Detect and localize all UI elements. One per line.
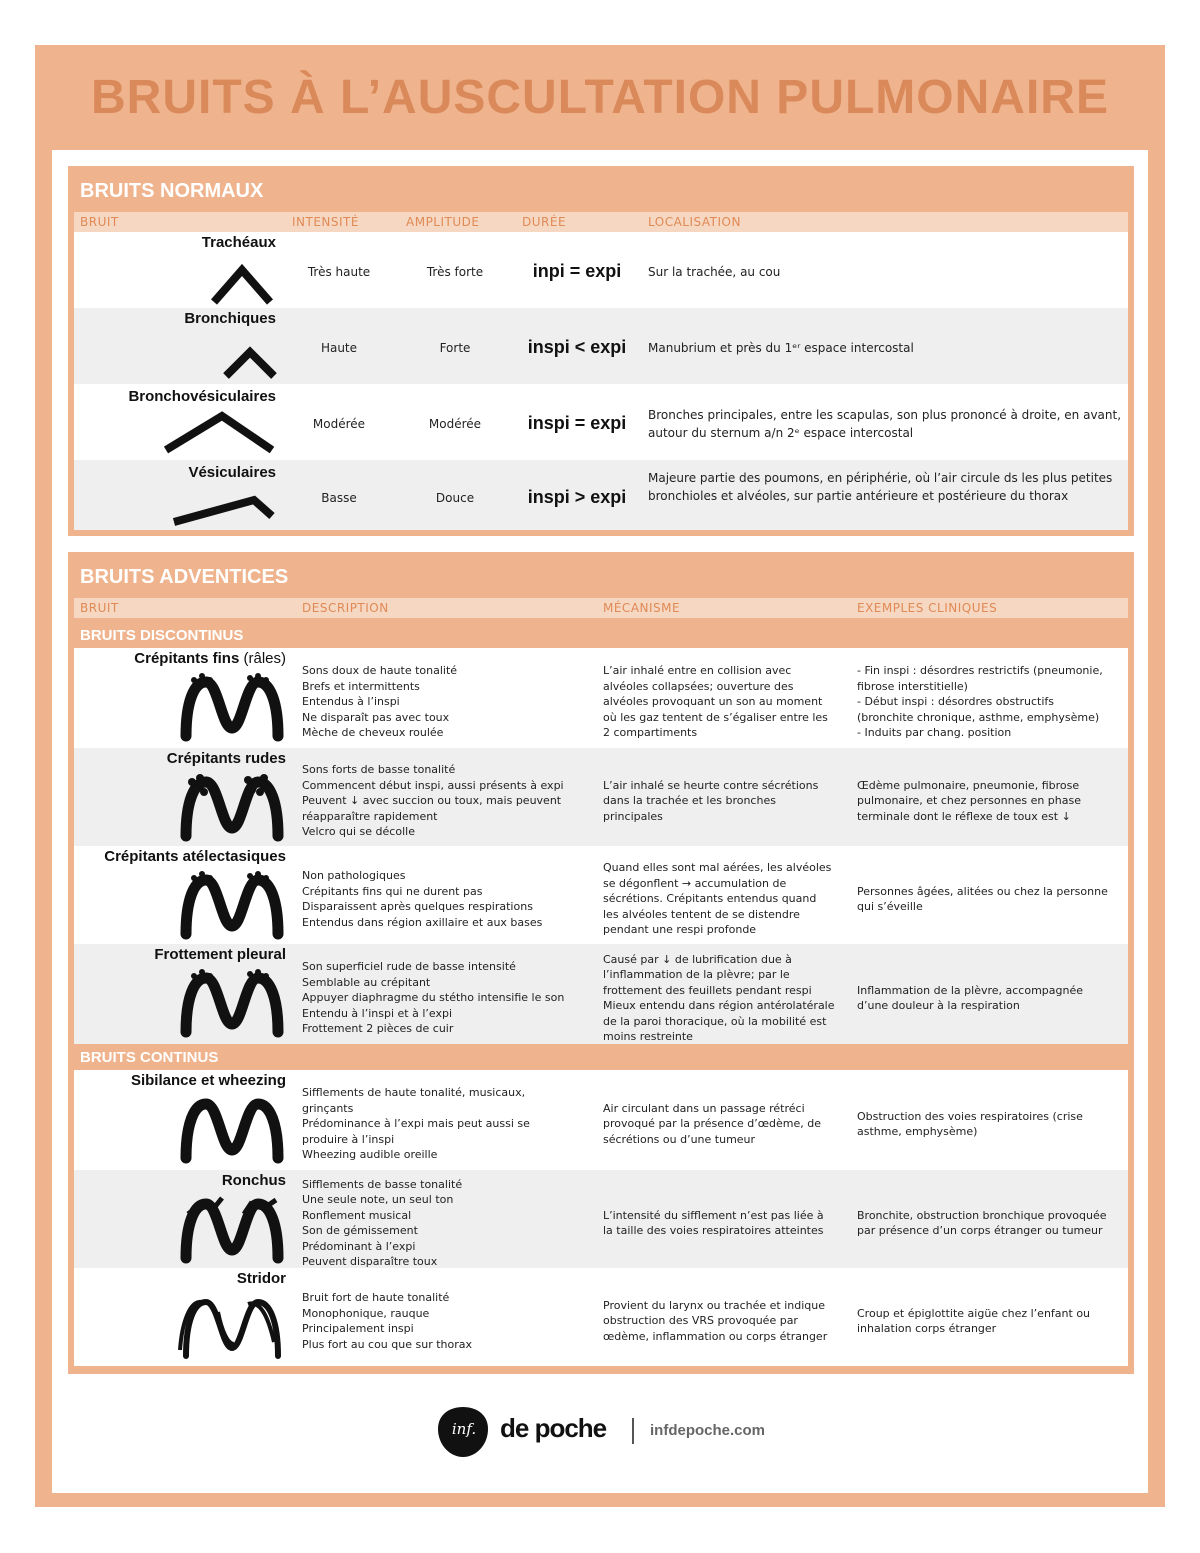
text-line: se dégonflent → accumulation de	[603, 876, 787, 890]
text-line: Sons forts de basse tonalité	[302, 763, 456, 777]
text-line: Plus fort au cou que sur thorax	[302, 1337, 473, 1351]
text-line: qui s’éveille	[857, 900, 923, 913]
text-line: la taille des voies respiratoires atteintes	[603, 1224, 824, 1237]
text-line: produire à l’inspi	[302, 1132, 395, 1146]
sound-name-label: Crépitants fins	[134, 650, 240, 667]
description-text	[302, 868, 592, 930]
sound-name-label: Sibilance et wheezing	[130, 1072, 286, 1089]
text-line: Wheezing audible oreille	[302, 1148, 438, 1162]
sound-name	[154, 946, 286, 963]
text-line: Son superficiel rude de basse intensité	[302, 960, 516, 974]
bronchial-sound-icon	[214, 332, 284, 382]
text-line: Entendus dans région axillaire et aux bases	[302, 915, 543, 929]
column-header	[74, 598, 1128, 618]
sound-name-label: Ronchus	[221, 1172, 286, 1189]
amplitude-value: Douce	[435, 491, 475, 505]
intensity-value: Modérée	[312, 417, 366, 431]
text-line: où les gaz tentent de s’égaliser entre les	[603, 710, 828, 724]
text-line: œdème, inflammation ou corps étranger	[603, 1329, 828, 1343]
column-duree: DURÉE	[522, 215, 567, 229]
text-line: Brefs et intermittents	[302, 679, 420, 693]
normal-sounds-panel	[68, 166, 1134, 536]
sound-name	[134, 650, 286, 667]
table-row	[74, 308, 1128, 384]
text-line: Entendus à l’inspi	[302, 695, 400, 709]
column-bruit: BRUIT	[80, 215, 119, 229]
sound-name: Bronchiques	[184, 310, 276, 327]
text-line: Personnes âgées, alitées ou chez la personne	[857, 884, 1108, 898]
rhonchi-icon	[178, 1194, 288, 1264]
clinical-examples-text	[857, 778, 1127, 825]
text-line: L’intensité du sifflement n’est pas liée à	[603, 1208, 824, 1222]
text-line: Œdème pulmonaire, pneumonie, fibrose	[857, 778, 1080, 792]
description-text	[302, 663, 592, 741]
mechanism-text	[603, 1298, 847, 1345]
description-text	[302, 959, 592, 1037]
text-line: de la paroi thoracique, où la mobilité est	[603, 1014, 827, 1028]
text-line: alvéoles provoquant un son au moment	[603, 695, 823, 709]
location-value: Manubrium et près du 1ᵉʳ espace intercostal	[648, 341, 914, 355]
amplitude-value: Forte	[439, 341, 471, 355]
duration-value: inspi < expi	[527, 337, 627, 357]
clinical-examples-text	[857, 1306, 1127, 1337]
text-line: Peuvent disparaître toux	[302, 1255, 438, 1268]
text-line: (bronchite chronique, asthme, emphysème)	[857, 710, 1100, 724]
amplitude-value: Modérée	[428, 417, 482, 431]
table-row	[74, 748, 1128, 846]
pleural-rub-icon	[178, 968, 288, 1038]
text-line: sécrétions. Crépitants entendus quand	[603, 892, 817, 906]
fine-crackles-icon	[178, 672, 288, 742]
column-header	[74, 212, 1128, 232]
text-line: réapparaître rapidement	[302, 809, 438, 823]
sound-name	[222, 1172, 286, 1189]
text-line: pulmonaire, et chez personnes en phase	[857, 794, 1082, 808]
text-line: terminale dont le réflexe de toux est ↓	[857, 809, 1071, 823]
text-line: - Induits par chang. position	[857, 726, 1012, 740]
table-row	[74, 1268, 1128, 1366]
intensity-value: Haute	[320, 341, 358, 355]
description-text	[302, 1290, 592, 1352]
table-row	[74, 232, 1128, 308]
mechanism-text	[603, 663, 847, 741]
amplitude-value: Très forte	[426, 265, 484, 279]
column-bruit: BRUIT	[80, 601, 119, 615]
text-line: Mieux entendu dans région antérolatérale	[603, 999, 835, 1012]
sound-name: Trachéaux	[201, 234, 276, 251]
sound-name-suffix: (râles)	[243, 650, 286, 667]
text-line: Causé par ↓ de lubrification due à	[603, 952, 792, 966]
tracheal-sound-icon	[204, 256, 280, 306]
text-line: Crépitants fins qui ne durent pas	[302, 884, 483, 898]
table-row	[74, 846, 1128, 944]
text-line: Entendu à l’inspi et à l’expi	[302, 1006, 452, 1020]
sound-name	[167, 750, 286, 767]
table-row	[74, 460, 1128, 530]
mechanism-text	[603, 1101, 847, 1148]
text-line: Sifflements de haute tonalité, musicaux,	[302, 1086, 526, 1100]
text-line: dans la trachée et les bronches	[603, 794, 776, 808]
text-line: Croup et épiglottite aigüe chez l’enfant ou	[857, 1306, 1091, 1320]
text-line: 2 compartiments	[603, 726, 698, 740]
text-line: provoqué par la présence d’œdème, de	[603, 1117, 822, 1131]
text-line: Son de gémissement	[302, 1224, 418, 1237]
website-link[interactable]: infdepoche.com	[650, 1422, 766, 1439]
text-line: alvéoles collapsées; ouverture des	[603, 679, 794, 693]
table-row	[74, 1070, 1128, 1170]
text-line: moins restreinte	[603, 1030, 693, 1043]
text-line: Une seule note, un seul ton	[302, 1193, 454, 1206]
mechanism-text	[603, 778, 847, 825]
text-line: Obstruction des voies respiratoires (crise	[857, 1109, 1083, 1123]
text-line: Sifflements de basse tonalité	[302, 1177, 463, 1191]
footer	[0, 1400, 1200, 1460]
text-line: Appuyer diaphragme du stétho intensifie le son	[302, 991, 565, 1005]
intensity-value: Très haute	[307, 265, 371, 279]
text-line: obstruction des VRS provoquée par	[603, 1314, 798, 1328]
table-row	[74, 1170, 1128, 1268]
clinical-examples-text	[857, 884, 1127, 915]
table-row	[74, 648, 1128, 748]
table-row	[74, 384, 1128, 460]
text-line: Inflammation de la plèvre, accompagnée	[857, 983, 1084, 997]
atelectatic-crackles-icon	[178, 870, 288, 940]
duration-value: inspi = expi	[527, 413, 627, 433]
sound-name	[237, 1270, 286, 1287]
text-line: les alvéoles tentent de se distendre	[603, 907, 800, 921]
page-title: BRUITS À L’AUSCULTATION PULMONAIRE	[91, 71, 1109, 124]
mechanism-text	[603, 1208, 847, 1239]
text-line: Provient du larynx ou trachée et indique	[603, 1298, 826, 1312]
sound-name: Vésiculaires	[188, 464, 276, 481]
subsection-title: BRUITS DISCONTINUS	[80, 627, 244, 644]
text-line: fibrose interstitielle)	[857, 679, 968, 693]
adventitious-sounds-panel	[68, 552, 1134, 1374]
sound-name: Bronchovésiculaires	[128, 388, 276, 405]
text-line: Quand elles sont mal aérées, les alvéoles	[603, 861, 832, 875]
text-line: L’air inhalé se heurte contre sécrétions	[603, 778, 819, 792]
text-line: Mèche de cheveux roulée	[302, 726, 444, 740]
text-line: - Fin inspi : désordres restrictifs (pneumonie,	[857, 664, 1103, 678]
table-row	[74, 944, 1128, 1044]
text-line: Frottement 2 pièces de cuir	[302, 1022, 454, 1036]
text-line: pendant une respi profonde	[603, 923, 757, 937]
clinical-examples-text	[857, 1208, 1127, 1239]
text-line: Bruit fort de haute tonalité	[302, 1291, 450, 1304]
sound-name	[104, 848, 286, 865]
sound-name	[131, 1072, 286, 1089]
column-mecanisme: MÉCANISME	[603, 601, 681, 615]
sound-name-label: Stridor	[236, 1270, 286, 1287]
text-line: Prédominant à l’expi	[302, 1239, 416, 1253]
text-line: - Début inspi : désordres obstructifs	[857, 695, 1055, 709]
location-value: Sur la trachée, au cou	[648, 265, 781, 279]
stridor-icon	[178, 1292, 288, 1362]
location-value: Bronches principales, entre les scapulas, son plus prononcé à droite, en avant, autour du sternum a/n 2ᵉ espace intercostal	[648, 408, 1122, 440]
column-exemples: EXEMPLES CLINIQUES	[857, 601, 998, 615]
bronchovesicular-sound-icon	[160, 406, 280, 456]
text-line: Prédominance à l’expi mais peut aussi se	[302, 1117, 530, 1131]
subsection-header	[74, 1046, 1128, 1068]
clinical-examples-text	[857, 1109, 1127, 1140]
description-text	[302, 1177, 592, 1270]
text-line: inhalation corps étranger	[857, 1322, 997, 1335]
description-text	[302, 762, 592, 840]
clinical-examples-text	[857, 983, 1127, 1014]
location-value: Majeure partie des poumons, en périphérie, où l’air circule ds les plus petites bronchioles et alvéoles, sur partie antérieure et postérieure du thorax	[648, 471, 1113, 503]
sound-name-label: Crépitants atélectasiques	[104, 848, 286, 865]
text-line: grinçants	[302, 1101, 354, 1115]
text-line: L’air inhalé entre en collision avec	[603, 664, 792, 678]
column-localisation: LOCALISATION	[648, 215, 741, 229]
sound-name-label: Crépitants rudes	[166, 750, 286, 767]
wheezing-icon	[178, 1094, 288, 1164]
text-line: principales	[603, 809, 663, 823]
text-line: par présence d’un corps étranger ou tumeur	[857, 1224, 1103, 1237]
text-line: Ne disparaît pas avec toux	[302, 710, 450, 724]
sound-name-label: Frottement pleural	[154, 946, 286, 963]
brand-name: de poche	[500, 1413, 607, 1443]
text-line: d’une douleur à la respiration	[857, 999, 1020, 1012]
text-line: Peuvent ↓ avec succion ou toux, mais peuvent	[302, 794, 562, 808]
mechanism-text	[603, 952, 847, 1045]
text-line: Monophonique, rauque	[302, 1306, 430, 1320]
duration-value: inspi > expi	[527, 487, 627, 507]
column-intensite: INTENSITÉ	[292, 215, 359, 229]
coarse-crackles-icon	[178, 772, 288, 842]
text-line: Principalement inspi	[302, 1322, 414, 1335]
clinical-examples-text	[857, 663, 1127, 741]
text-line: l’inflammation de la plèvre; par le	[603, 968, 790, 981]
text-line: Semblable au crépitant	[302, 975, 431, 989]
text-line: Disparaissent après quelques respirations	[302, 900, 533, 913]
text-line: Velcro qui se décolle	[302, 825, 415, 839]
mechanism-text	[603, 860, 847, 938]
text-line: asthme, emphysème)	[857, 1125, 978, 1138]
text-line: Bronchite, obstruction bronchique provoquée	[857, 1208, 1107, 1222]
text-line: Air circulant dans un passage rétréci	[603, 1101, 805, 1115]
subsection-header	[74, 624, 1128, 646]
text-line: Non pathologiques	[302, 869, 406, 882]
vesicular-sound-icon	[170, 482, 280, 528]
text-line: Ronflement musical	[302, 1208, 412, 1222]
subsection-title: BRUITS CONTINUS	[80, 1049, 219, 1066]
text-line: Commencent début inspi, aussi présents à expi	[302, 778, 564, 792]
text-line: Sons doux de haute tonalité	[302, 664, 458, 678]
section-title: BRUITS NORMAUX	[80, 180, 264, 202]
text-line: frottement des feuillets pendant respi	[603, 983, 812, 997]
column-amplitude: AMPLITUDE	[406, 215, 480, 229]
section-title: BRUITS ADVENTICES	[80, 566, 289, 588]
intensity-value: Basse	[321, 491, 357, 505]
column-description: DESCRIPTION	[302, 601, 389, 615]
text-line: sécrétions ou d’une tumeur	[603, 1132, 756, 1146]
brand-badge-text: inf.	[451, 1420, 477, 1438]
divider	[632, 1418, 634, 1444]
description-text	[302, 1085, 592, 1163]
duration-value: inpi = expi	[532, 261, 622, 281]
